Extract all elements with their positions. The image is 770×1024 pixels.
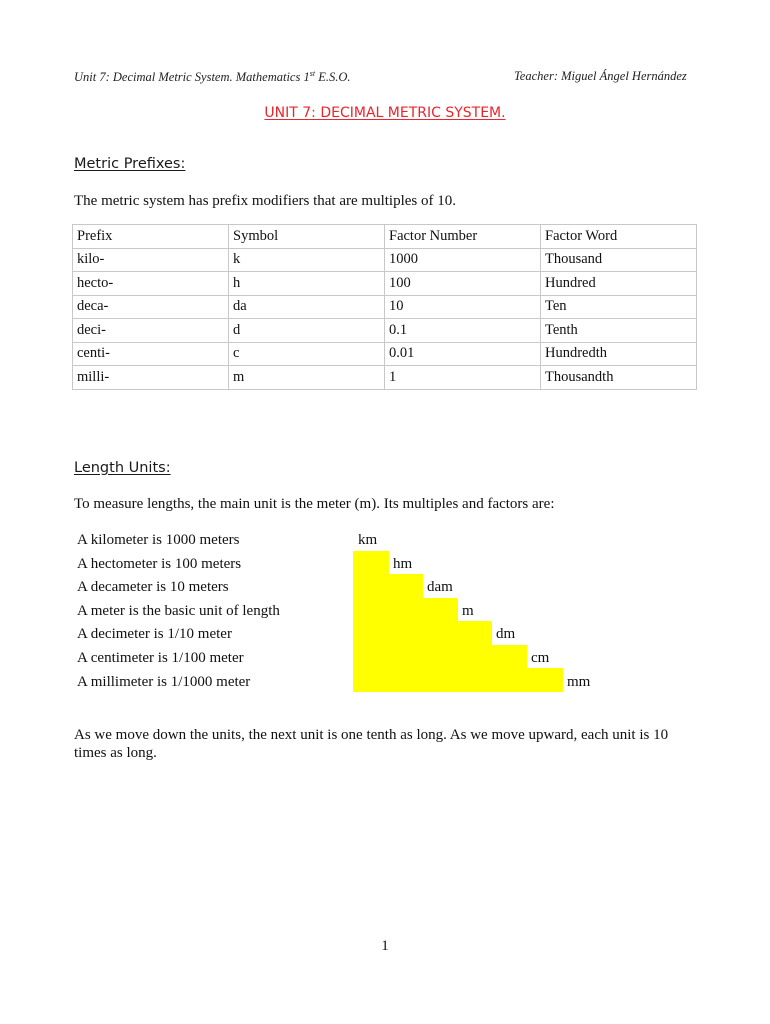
stair-step-mm (527, 668, 563, 692)
table-cell: deca- (73, 295, 229, 319)
table-header-cell: Factor Word (541, 225, 697, 249)
page-number: 1 (381, 938, 389, 954)
length-statement: A millimeter is 1/1000 meter (77, 674, 251, 690)
table-row (73, 319, 697, 343)
header-left-sup: st (309, 69, 316, 78)
table-cell: d (229, 319, 385, 343)
table-row (73, 295, 697, 319)
table-row (73, 342, 697, 366)
length-statement: A meter is the basic unit of length (77, 603, 280, 619)
length-statement: A decimeter is 1/10 meter (77, 626, 232, 642)
table-cell: 1000 (385, 248, 541, 272)
table-cell: Hundred (541, 272, 697, 296)
table-cell: Thousandth (541, 366, 697, 390)
unit-label-m: m (462, 603, 474, 619)
table-cell: Tenth (541, 319, 697, 343)
stair-step-dm (458, 621, 492, 692)
metric-prefixes-intro: The metric system has prefix modifiers that are multiples of 10. (74, 193, 456, 209)
table-cell: 0.01 (385, 342, 541, 366)
page-title: UNIT 7: DECIMAL METRIC SYSTEM. (264, 105, 506, 121)
table-cell: kilo- (73, 248, 229, 272)
length-units-intro: To measure lengths, the main unit is the meter (m). Its multiples and factors are: (74, 496, 555, 512)
unit-label-mm: mm (567, 674, 591, 690)
table-cell: h (229, 272, 385, 296)
table-cell: hecto- (73, 272, 229, 296)
table-cell: m (229, 366, 385, 390)
table-cell: centi- (73, 342, 229, 366)
table-cell: Hundredth (541, 342, 697, 366)
table-cell: deci- (73, 319, 229, 343)
unit-label-cm: cm (531, 650, 550, 666)
unit-label-dam: dam (427, 579, 453, 595)
table-cell: 1 (385, 366, 541, 390)
length-units-heading: Length Units: (74, 460, 171, 476)
header-left-text: Unit 7: Decimal Metric System. Mathematics 1 (74, 70, 310, 85)
stair-step-hm (353, 551, 389, 692)
table-cell: Ten (541, 295, 697, 319)
length-statement: A centimeter is 1/100 meter (77, 650, 244, 666)
prefix-table (72, 224, 697, 390)
table-header-row (73, 225, 697, 249)
stair-step-dam (389, 574, 423, 692)
table-cell: da (229, 295, 385, 319)
header-left-suffix: E.S.O. (315, 70, 351, 85)
table-cell: milli- (73, 366, 229, 390)
table-cell: Thousand (541, 248, 697, 272)
metric-prefixes-heading: Metric Prefixes: (74, 156, 186, 172)
table-header-cell: Prefix (73, 225, 229, 249)
length-statement: A decameter is 10 meters (77, 579, 229, 595)
table-header-cell: Symbol (229, 225, 385, 249)
length-statement: A hectometer is 100 meters (77, 556, 242, 572)
stair-step-m (423, 598, 458, 692)
header-left (74, 69, 350, 85)
unit-label-dm: dm (496, 626, 516, 642)
table-cell: 0.1 (385, 319, 541, 343)
length-units-conclusion: As we move down the units, the next unit is one tenth as long. As we move upward, each unit is 10 times as long. (74, 727, 669, 761)
unit-label-hm: hm (393, 556, 413, 572)
header-right: Teacher: Miguel Ángel Hernández (514, 69, 687, 83)
stair-step-cm (492, 645, 527, 692)
table-row (73, 248, 697, 272)
table-cell: c (229, 342, 385, 366)
table-cell: 10 (385, 295, 541, 319)
length-statement: A kilometer is 1000 meters (77, 532, 240, 548)
table-row (73, 366, 697, 390)
table-header-cell: Factor Number (385, 225, 541, 249)
table-cell: 100 (385, 272, 541, 296)
table-cell: k (229, 248, 385, 272)
table-row (73, 272, 697, 296)
unit-label-km: km (358, 532, 378, 548)
